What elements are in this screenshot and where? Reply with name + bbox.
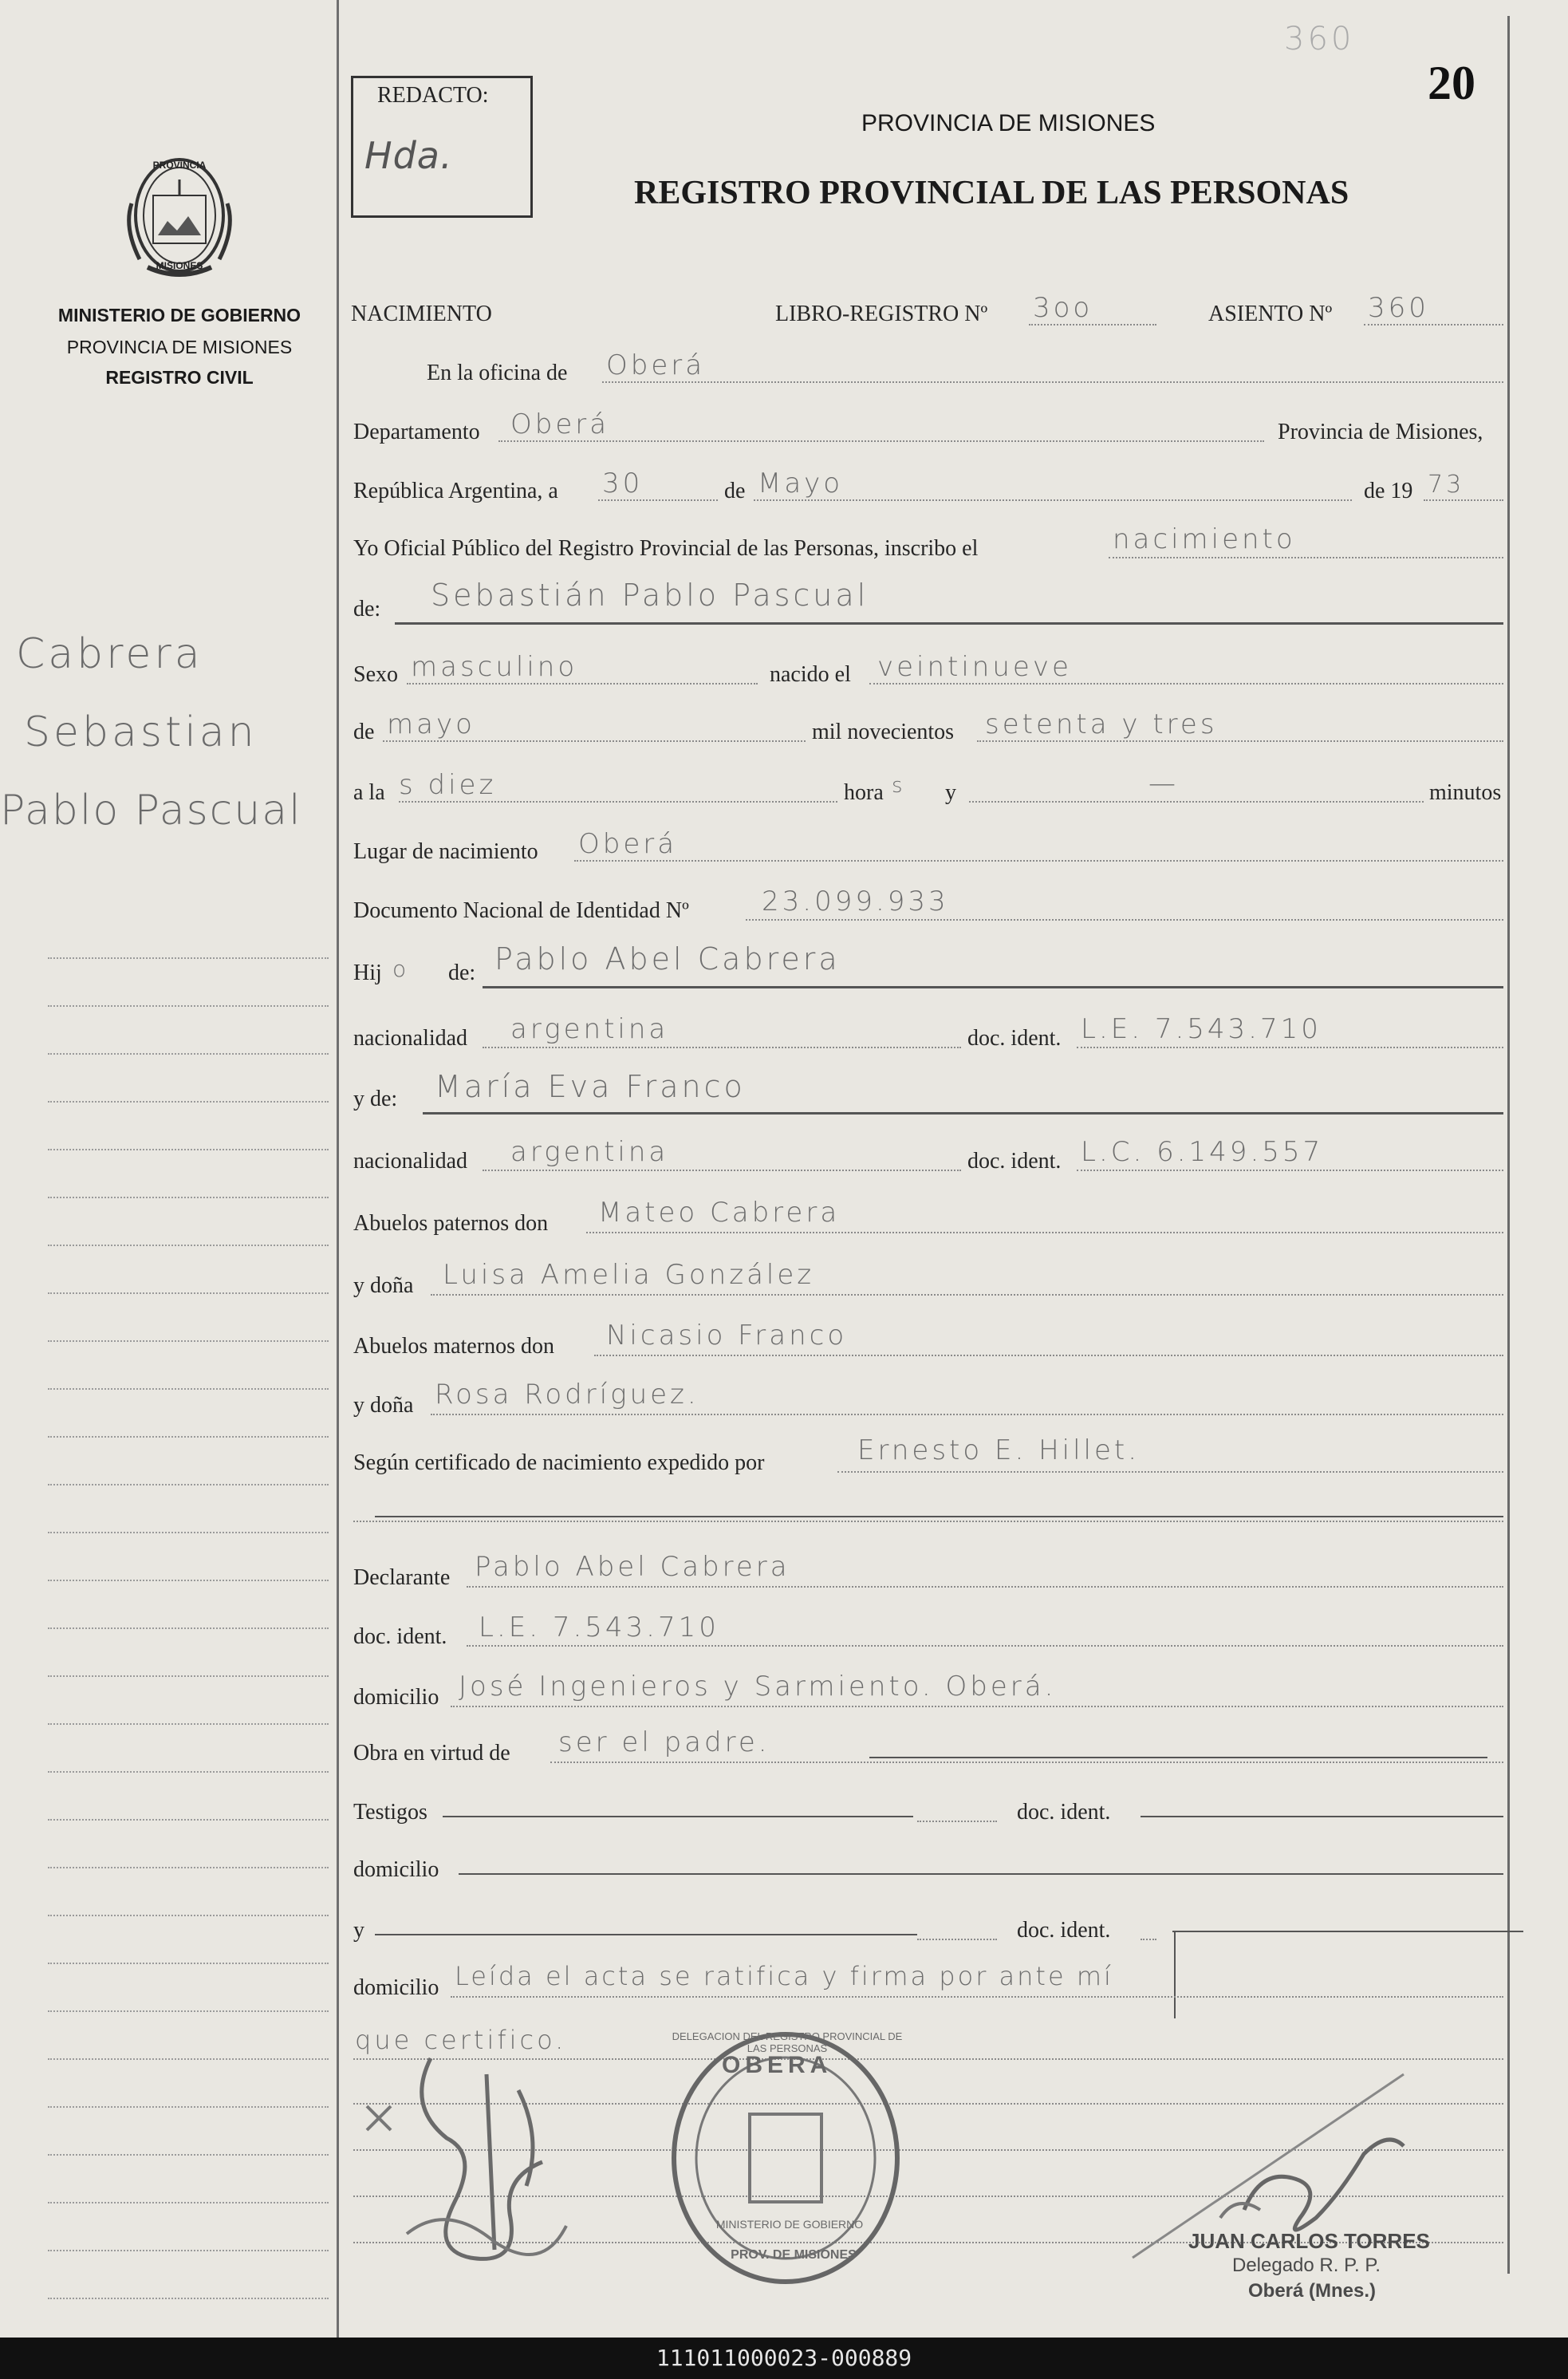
hijo-suffix: o xyxy=(392,956,410,982)
mil-value: setenta y tres xyxy=(985,708,1218,740)
departamento-value: Oberá xyxy=(510,408,610,440)
official-place: Oberá (Mnes.) xyxy=(1248,2280,1377,2302)
libro-value: 3oo xyxy=(1033,292,1093,324)
de-label-2: de: xyxy=(353,597,381,621)
seal-text-top: PROVINCIA xyxy=(152,160,207,171)
stamp-outer-text: DELEGACION DEL REGISTRO PROVINCIAL DE LAS PERSONAS xyxy=(672,2030,903,2054)
stamp-prov-text: PROV. DE MISIONES xyxy=(731,2248,857,2262)
departamento-label: Departamento xyxy=(353,420,480,444)
oficial-text: Yo Oficial Público del Registro Provincial de las Personas, inscribo el xyxy=(353,536,979,561)
abuela-paterna-value: Luisa Amelia González xyxy=(443,1259,815,1291)
segun-label: Según certificado de nacimiento expedido por xyxy=(353,1450,765,1475)
mes2-value: mayo xyxy=(387,708,475,740)
closing-line-1: Leída el acta se ratifica y firma por ante mí xyxy=(455,1961,1113,1991)
asiento-value: 360 xyxy=(1368,292,1429,324)
redacto-value: Hda. xyxy=(364,134,453,177)
seal-text-bottom: MISIONES xyxy=(156,260,203,271)
right-border xyxy=(1507,16,1510,2274)
asiento-label: ASIENTO Nº xyxy=(1208,302,1333,326)
abuela-materna-value: Rosa Rodríguez. xyxy=(435,1379,699,1410)
segun-value: Ernesto E. Hillet. xyxy=(857,1434,1141,1466)
yde-label: y de: xyxy=(353,1087,398,1111)
dia-value: 30 xyxy=(602,468,644,499)
padre-value: Pablo Abel Cabrera xyxy=(494,941,841,976)
margin-note-surname: Cabrera xyxy=(16,630,203,678)
sexo-label: Sexo xyxy=(353,662,398,687)
doc-padre-value: L.E. 7.543.710 xyxy=(1081,1013,1322,1045)
column-divider xyxy=(337,0,339,2338)
registry-title: REGISTRO PROVINCIAL DE LAS PERSONAS xyxy=(634,175,1349,211)
domicilio-value: José Ingenieros y Sarmiento. Oberá. xyxy=(459,1671,1057,1702)
nacido-value: veintinueve xyxy=(877,651,1072,683)
nombre-value: Sebastián Pablo Pascual xyxy=(431,578,869,613)
declarante-doc-value: L.E. 7.543.710 xyxy=(479,1612,719,1643)
province-title: PROVINCIA DE MISIONES xyxy=(861,110,1156,136)
nacido-label: nacido el xyxy=(770,662,851,687)
horas-label: hora xyxy=(844,780,884,805)
docident-label-1: doc. ident. xyxy=(967,1026,1062,1051)
hijo-de-label: de: xyxy=(448,961,476,985)
minutos-label: minutos xyxy=(1429,780,1502,805)
nacionalidad-label-1: nacionalidad xyxy=(353,1026,468,1051)
sexo-value: masculino xyxy=(411,651,578,683)
y-label-1: y xyxy=(945,780,956,805)
province-heading: PROVINCIA DE MISIONES xyxy=(66,337,293,357)
oficial-value: nacimiento xyxy=(1113,523,1296,555)
mes-value: Mayo xyxy=(758,468,844,499)
nacionalidad-madre-value: argentina xyxy=(510,1136,669,1168)
domicilio-label-2: domicilio xyxy=(353,1857,439,1882)
mil-label: mil novecientos xyxy=(812,720,955,744)
redacto-box xyxy=(351,76,533,218)
testigos-label: Testigos xyxy=(353,1800,427,1825)
obra-label: Obra en virtud de xyxy=(353,1741,510,1766)
document-id: 111011000023-000889 xyxy=(656,2345,912,2371)
anio-value: 73 xyxy=(1428,471,1465,499)
redacto-label: REDACTO: xyxy=(377,83,489,108)
y-label-2: y xyxy=(353,1918,364,1943)
obra-value: ser el padre. xyxy=(558,1726,770,1758)
madre-value: María Eva Franco xyxy=(435,1069,746,1104)
declarante-value: Pablo Abel Cabrera xyxy=(475,1551,790,1583)
margin-note-firstname: Sebastian xyxy=(24,708,258,756)
libro-label: LIBRO-REGISTRO Nº xyxy=(775,302,988,326)
ydona-label-2: y doña xyxy=(353,1393,414,1418)
stamp-inner-text: MINISTERIO DE GOBIERNO xyxy=(715,2218,864,2231)
left-column xyxy=(0,0,337,2338)
abuelo-paterno-value: Mateo Cabrera xyxy=(598,1197,841,1229)
lugar-label: Lugar de nacimiento xyxy=(353,839,538,864)
nacimiento-label: NACIMIENTO xyxy=(351,302,492,326)
ydona-label-1: y doña xyxy=(353,1273,414,1298)
dni-value: 23.099.933 xyxy=(762,886,949,917)
registry-heading: REGISTRO CIVIL xyxy=(105,367,254,388)
alas-value: s diez xyxy=(399,769,497,801)
declarant-signature xyxy=(359,2042,614,2282)
oficina-label: En la oficina de xyxy=(427,361,568,385)
dni-label: Documento Nacional de Identidad Nº xyxy=(353,898,689,923)
lugar-value: Oberá xyxy=(578,828,678,860)
provincia-misiones-label: Provincia de Misiones, xyxy=(1278,420,1483,444)
declarante-label: Declarante xyxy=(353,1565,451,1590)
anio-label: de 19 xyxy=(1364,479,1413,503)
official-name: JUAN CARLOS TORRES xyxy=(1188,2229,1430,2253)
hijo-label: Hij xyxy=(353,961,382,985)
page-number: 20 xyxy=(1428,57,1475,109)
margin-note-middlename: Pablo Pascual xyxy=(0,787,302,834)
abuelos-maternos-label: Abuelos maternos don xyxy=(353,1334,554,1359)
corner-pencil-note: 360 xyxy=(1284,21,1355,57)
minutos-value: — xyxy=(1148,767,1179,799)
testigos-docident-label: doc. ident. xyxy=(1017,1800,1111,1825)
testigo2-docident-label: doc. ident. xyxy=(1017,1918,1111,1943)
ministry-heading: MINISTERIO DE GOBIERNO xyxy=(57,305,301,325)
domicilio-label-3: domicilio xyxy=(353,1975,439,2000)
domicilio-label-1: domicilio xyxy=(353,1685,439,1710)
de-label-1: de xyxy=(724,479,746,503)
docident-label-3: doc. ident. xyxy=(353,1624,447,1649)
nacionalidad-label-2: nacionalidad xyxy=(353,1149,468,1174)
official-role: Delegado R. P. P. xyxy=(1232,2255,1381,2276)
abuelo-materno-value: Nicasio Franco xyxy=(606,1320,848,1351)
abuelos-paternos-label: Abuelos paternos don xyxy=(353,1211,549,1236)
doc-madre-value: L.C. 6.149.557 xyxy=(1081,1136,1324,1168)
stamp-city: OBERA xyxy=(722,2052,833,2078)
closing-line-2: que certifico. xyxy=(355,2025,567,2055)
de-label-3: de xyxy=(353,720,375,744)
nacionalidad-padre-value: argentina xyxy=(510,1013,669,1045)
docident-label-2: doc. ident. xyxy=(967,1149,1062,1174)
horas-suffix: s xyxy=(892,774,906,798)
republica-label: República Argentina, a xyxy=(353,479,558,503)
alas-label: a la xyxy=(353,780,385,805)
oficina-value: Oberá xyxy=(606,349,706,381)
